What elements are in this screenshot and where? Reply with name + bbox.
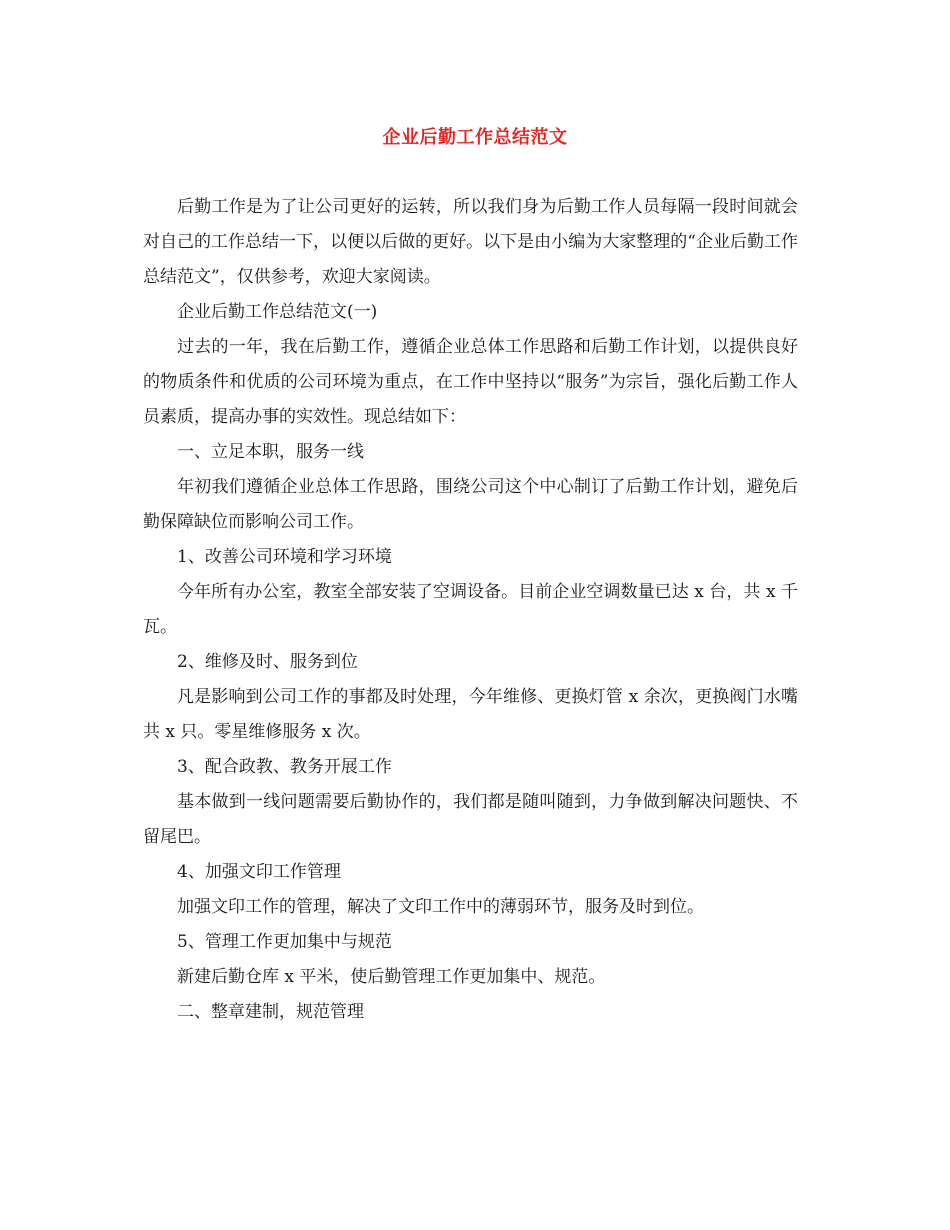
section-heading: 二、整章建制，规范管理 — [177, 1002, 364, 1022]
paragraph: 今年所有办公室，教室全部安装了空调设备。目前企业空调数量已达 x 台，共 x 千瓦。 — [143, 582, 798, 637]
item-heading: 4、加强文印工作管理 — [177, 862, 341, 882]
paragraph: 加强文印工作的管理，解决了文印工作中的薄弱环节，服务及时到位。 — [177, 897, 704, 917]
item-heading: 3、配合政教、教务开展工作 — [177, 757, 392, 777]
paragraph: 凡是影响到公司工作的事都及时处理，今年维修、更换灯管 x 余次，更换阀门水嘴共 x 只。零星维修服务 x 次。 — [143, 687, 798, 742]
paragraph-intro: 后勤工作是为了让公司更好的运转，所以我们身为后勤工作人员每隔一段时间就会对自己的工作总结一下，以便以后做的更好。以下是由小编为大家整理的“企业后勤工作总结范文”，仅供参考，欢迎大家阅读。 — [143, 197, 798, 287]
paragraph: 过去的一年，我在后勤工作，遵循企业总体工作思路和后勤工作计划，以提供良好的物质条件和优质的公司环境为重点，在工作中坚持以“服务”为宗旨，强化后勤工作人员素质，提高办事的实效性。现总结如下： — [143, 337, 798, 427]
item-heading: 5、管理工作更加集中与规范 — [177, 932, 392, 952]
item-heading: 1、改善公司环境和学习环境 — [177, 547, 392, 567]
paragraph: 基本做到一线问题需要后勤协作的，我们都是随叫随到，力争做到解决问题快、不留尾巴。 — [143, 792, 798, 847]
section-heading: 企业后勤工作总结范文(一) — [177, 302, 378, 322]
paragraph: 年初我们遵循企业总体工作思路，围绕公司这个中心制订了后勤工作计划，避免后勤保障缺位而影响公司工作。 — [143, 477, 798, 532]
document-body — [143, 190, 798, 1030]
item-heading: 2、维修及时、服务到位 — [177, 652, 358, 672]
document-title: 企业后勤工作总结范文 — [382, 127, 568, 148]
section-heading: 一、立足本职，服务一线 — [177, 442, 364, 462]
paragraph: 新建后勤仓库 x 平米，使后勤管理工作更加集中、规范。 — [177, 967, 606, 987]
